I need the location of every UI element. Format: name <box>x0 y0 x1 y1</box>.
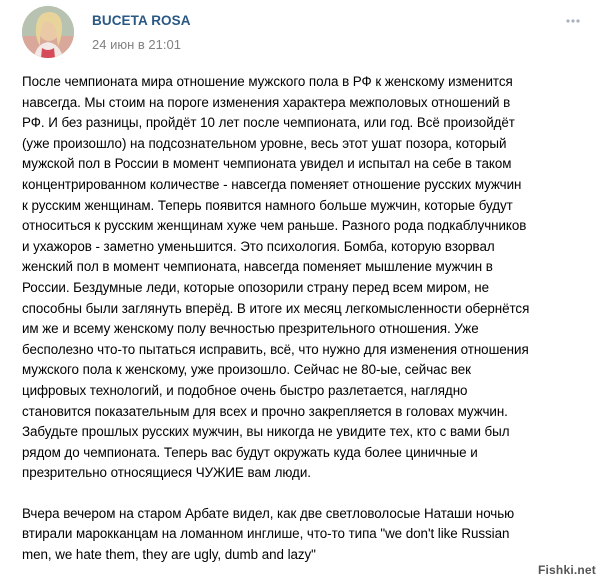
user-avatar-photo-icon <box>22 6 74 58</box>
more-dots-icon[interactable] <box>566 14 580 28</box>
author-avatar[interactable] <box>22 6 74 58</box>
post-paragraph: Вчера вечером на старом Арбате видел, как две светловолосые Наташи ночью втирали марокканцам на ломанном инглише, что-то типа "we don't like Russian men, we hate them, they are ugly, dumb and lazy" <box>22 505 515 563</box>
post-date[interactable]: 24 июн в 21:01 <box>92 37 181 52</box>
post-text <box>22 72 582 566</box>
site-watermark: Fishki.net <box>537 563 596 577</box>
post-paragraph: После чемпионата мира отношение мужского пола в РФ к женскому изменится навсегда. Мы стоим на пороге изменения характера межполовых отношений в РФ. И без разницы, пройдёт 10 лет после чемпионата, или год. Всё произойдёт (уже произошло) на подсознательном уровне, весь этот ушат позора, который мужской пол в России в момент чемпионата увидел и испытал на себе в таком концентрированном количестве - навсегда поменяет отношение русских мужчин к русским женщинам. Теперь появится намного больше мужчин, которые будут относиться к русским женщинам хуже чем раньше. Разного рода подкаблучников и ухажоров - заметно уменьшится. Это психология. Бомба, которую взорвал женский пол в момент чемпионата, навсегда поменяет мышление мужчин в России. Бездумные леди, которые опозорили страну перед всем миром, не способны были заглянуть вперёд. В итоге их месяц легкомысленности обернётся им же и всему женскому полу вечностью презрительного отношения. Уже бесполезно что-то пытаться исправить, всё, что нужно для изменения отношения мужского пола к женскому, уже произошло. Сейчас не 80-ые, сейчас век цифровых технологий, и подобное очень быстро разлетается, наглядно становится показательным для всех и прочно закрепляется в головах мужчин. Забудьте прошлых русских мужчин, вы никогда не увидите тех, кто с вами был рядом до чемпионата. Теперь вас будут окружать куда более циничные и презрительно относящиеся ЧУЖИЕ вам люди. <box>22 74 530 481</box>
author-name[interactable]: BUCETA ROSA <box>92 13 191 28</box>
more-dots-icon-glyph <box>566 14 580 28</box>
